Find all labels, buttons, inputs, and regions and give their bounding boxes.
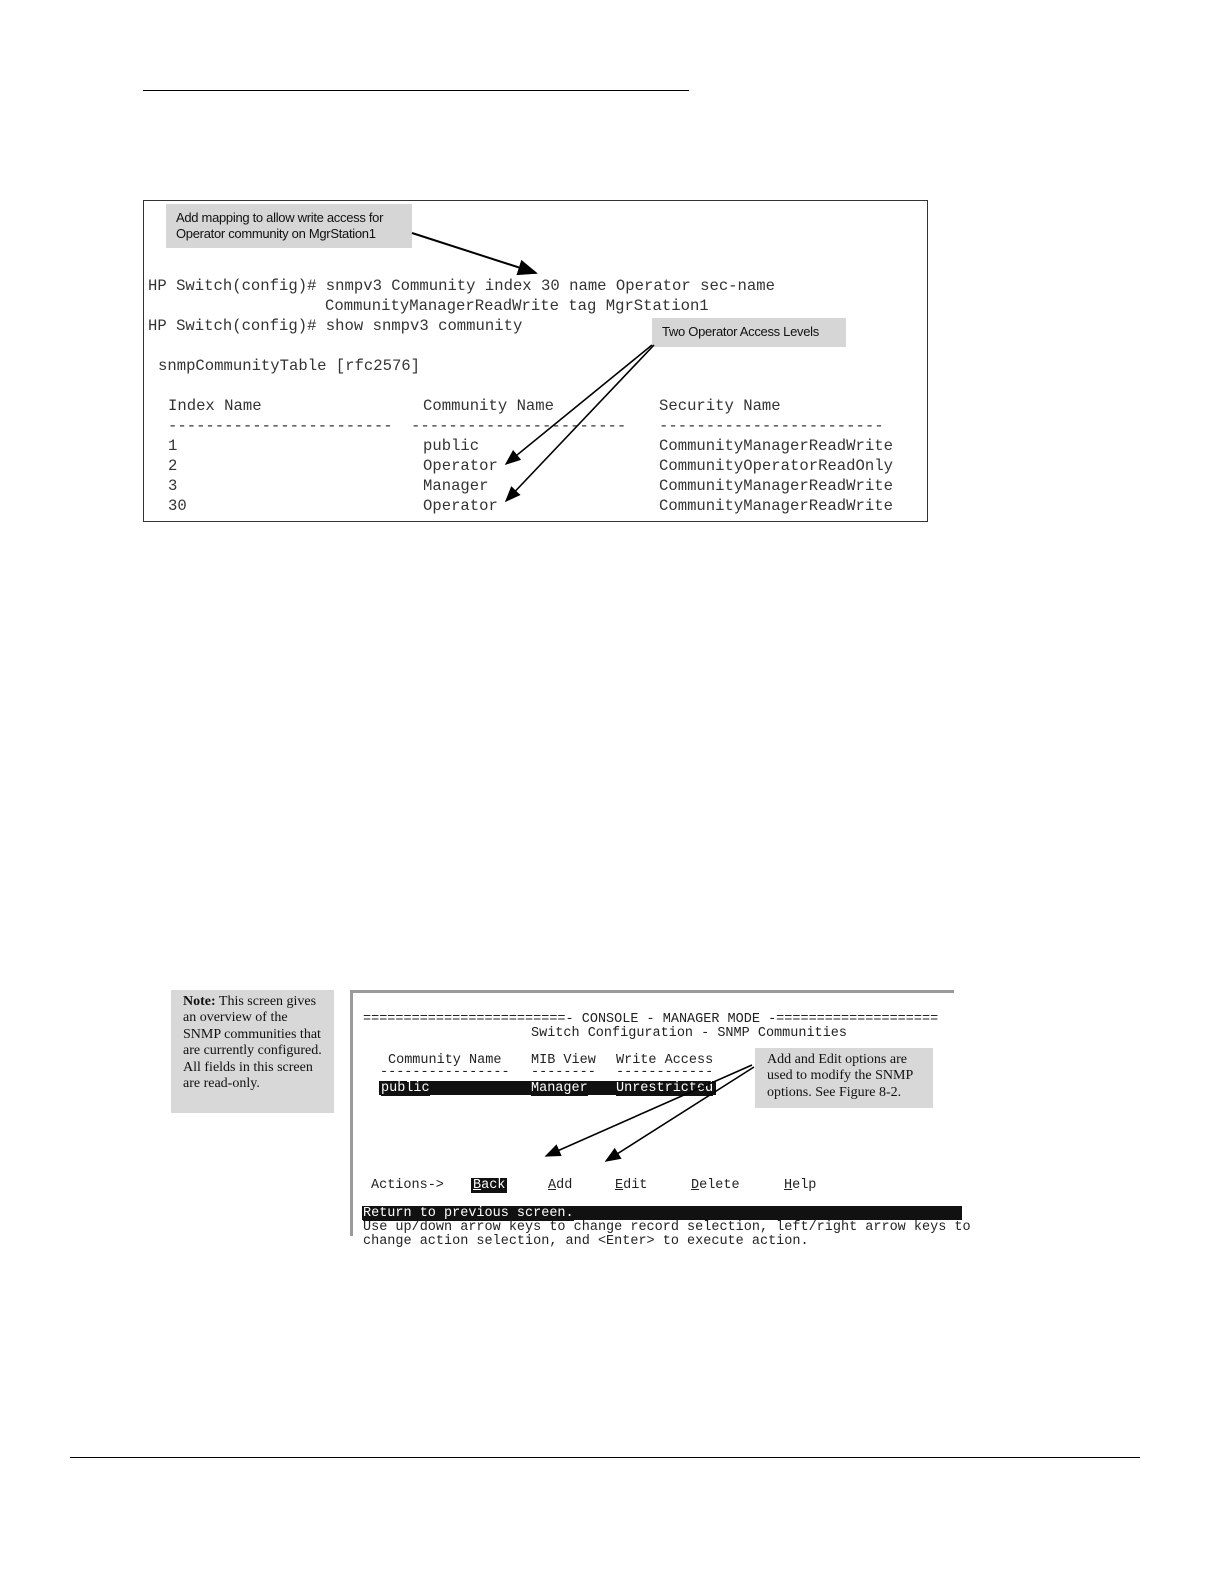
row-4-security: CommunityManagerReadWrite <box>659 497 893 515</box>
row-2-community: Operator <box>423 457 498 475</box>
row-3-security: CommunityManagerReadWrite <box>659 477 893 495</box>
record-community-name: public <box>381 1081 430 1096</box>
header-rule <box>143 90 689 91</box>
action-delete-label: elete <box>699 1178 740 1193</box>
action-help-hotkey: H <box>784 1178 793 1193</box>
row-3-community: Manager <box>423 477 489 495</box>
row-2-security: CommunityOperatorReadOnly <box>659 457 893 475</box>
column-community-name: Community Name <box>388 1053 502 1068</box>
header-security-name: Security Name <box>659 397 781 415</box>
callout-add-edit: Add and Edit options are used to modify the SNMP options. See Figure 8-2. <box>755 1048 933 1108</box>
header-index-name: Index Name <box>168 397 262 415</box>
row-2-index: 2 <box>168 457 178 475</box>
action-delete-hotkey: D <box>691 1178 700 1193</box>
callout-add-mapping-line1: Add mapping to allow write access for <box>176 210 384 225</box>
record-write-access: Unrestricted <box>616 1081 714 1096</box>
cli-command-line-1: HP Switch(config)# snmpv3 Community index 30 name Operator sec-name <box>148 277 775 295</box>
status-line: Return to previous screen. <box>363 1206 574 1221</box>
callout-two-operator-levels: Two Operator Access Levels <box>652 318 846 347</box>
arrow-to-add <box>546 1065 752 1156</box>
cli-command-show: HP Switch(config)# show snmpv3 community <box>148 317 523 335</box>
note-text: This screen gives an overview of the SNMP communities that are currently configured. All fields in this screen are read-only. <box>183 994 322 1092</box>
callout-arrows-figure1 <box>144 201 927 521</box>
action-add-label: dd <box>556 1178 573 1193</box>
note-box <box>171 990 334 1113</box>
action-add-hotkey: A <box>548 1178 557 1193</box>
arrow-to-command <box>412 233 536 273</box>
action-back-label: ack <box>481 1178 506 1193</box>
separator-community-name: ---------------- <box>380 1065 510 1080</box>
action-back-hotkey: B <box>473 1178 482 1193</box>
row-4-index: 30 <box>168 497 187 515</box>
separator-index: ------------------------ <box>168 417 393 435</box>
callout-arrows-figure2 <box>353 993 957 1239</box>
row-3-index: 3 <box>168 477 178 495</box>
note-label: Note: <box>183 994 216 1009</box>
help-line-2: change action selection, and <Enter> to execute action. <box>363 1234 809 1249</box>
footer-rule <box>70 1457 1140 1458</box>
action-help-label: elp <box>792 1178 817 1193</box>
column-mib-view: MIB View <box>531 1053 596 1068</box>
separator-write-access: ------------ <box>616 1065 714 1080</box>
console-banner: =========================- CONSOLE - MANAGER MODE -==================== <box>363 1012 939 1027</box>
column-write-access: Write Access <box>616 1053 714 1068</box>
console-screen <box>350 990 971 1249</box>
separator-community: ----------------------- <box>411 417 627 435</box>
help-line: Use up/down arrow keys to change record selection, left/right arrow keys to <box>363 1220 971 1235</box>
cli-command-line-2: CommunityManagerReadWrite tag MgrStation1 <box>325 297 709 315</box>
console-title: Switch Configuration - SNMP Communities <box>531 1026 847 1041</box>
actions-label: Actions-> <box>371 1178 444 1193</box>
header-community-name: Community Name <box>423 397 555 415</box>
action-edit-label: dit <box>623 1178 648 1193</box>
arrow-to-edit <box>606 1067 754 1161</box>
row-1-community: public <box>423 437 480 455</box>
row-1-index: 1 <box>168 437 178 455</box>
record-mib-view: Manager <box>531 1081 588 1096</box>
callout-add-mapping-line2: Operator community on MgrStation1 <box>176 226 376 241</box>
arrow-to-row-4 <box>506 345 654 501</box>
table-title: snmpCommunityTable [rfc2576] <box>158 357 421 375</box>
cli-figure <box>143 200 928 522</box>
arrow-to-row-2 <box>506 345 652 464</box>
row-4-community: Operator <box>423 497 498 515</box>
separator-security: ------------------------ <box>659 417 884 435</box>
action-edit-hotkey: E <box>615 1178 624 1193</box>
separator-mib-view: -------- <box>531 1065 596 1080</box>
row-1-security: CommunityManagerReadWrite <box>659 437 893 455</box>
